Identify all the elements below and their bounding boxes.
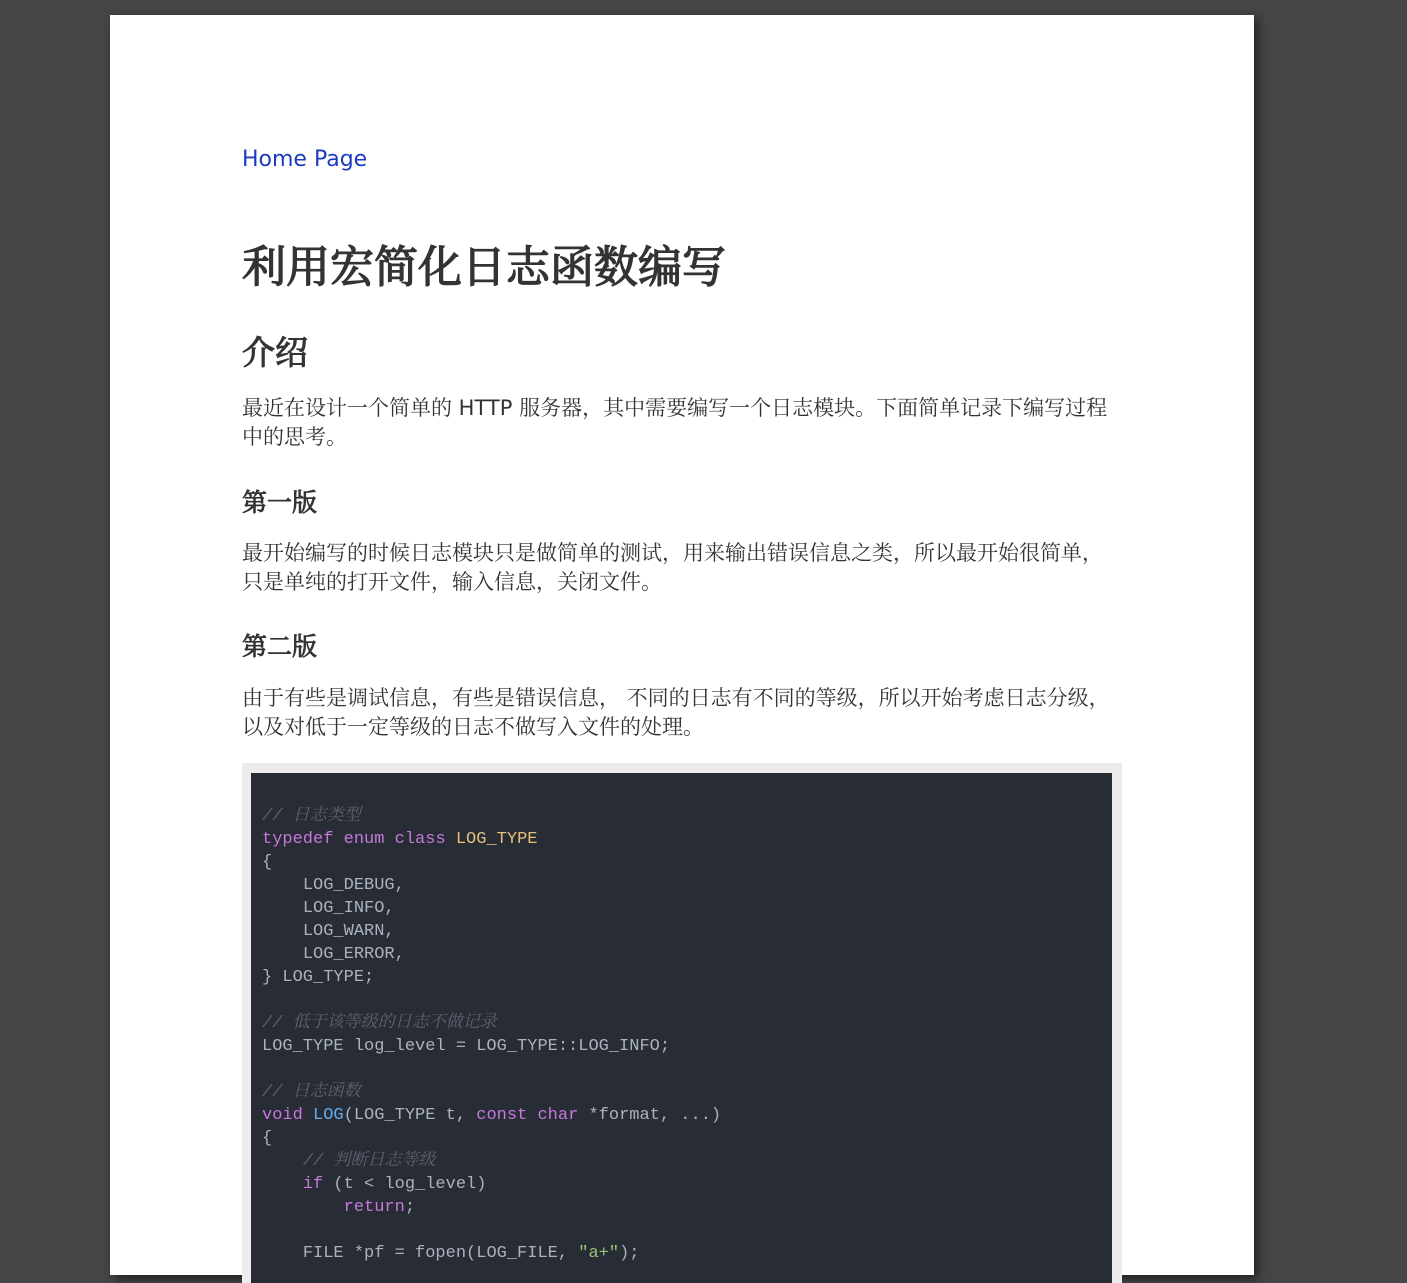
home-page-link[interactable]: Home Page — [242, 147, 368, 172]
code-block[interactable] — [251, 773, 1112, 1283]
code-line: LOG_TYPE log_level = LOG_TYPE::LOG_INFO; — [262, 1037, 671, 1056]
code-punct: { — [262, 1129, 273, 1148]
code-function: LOG — [313, 1106, 344, 1125]
code-enum-item: LOG_WARN, — [302, 922, 395, 941]
code-keyword: if — [302, 1175, 324, 1194]
code-keyword: class — [394, 830, 446, 849]
section-heading-v2: 第二版 — [242, 632, 318, 661]
code-line: FILE *pf = fopen(LOG_FILE, — [302, 1244, 579, 1263]
code-punct: { — [262, 853, 273, 872]
section-heading-v1: 第一版 — [242, 488, 318, 517]
code-type: LOG_TYPE — [455, 830, 538, 849]
code-punct: ); — [619, 1244, 640, 1263]
code-keyword: void — [262, 1106, 303, 1125]
section-heading-intro: 介绍 — [242, 333, 308, 372]
code-block-frame — [242, 763, 1122, 1283]
code-string: "a+" — [578, 1244, 620, 1263]
code-comment: // 判断日志等级 — [302, 1152, 436, 1171]
code-keyword: const — [476, 1106, 528, 1125]
section-para-v1: 最开始编写的时候日志模块只是做简单的测试，用来输出错误信息之类，所以最开始很简单，只是单纯的打开文件，输入信息，关闭文件。 — [242, 541, 1103, 594]
code-enum-item: LOG_DEBUG, — [302, 876, 405, 895]
section-para-v2: 由于有些是调试信息，有些是错误信息， 不同的日志有不同的等级，所以开始考虑日志分级，以及对低于一定等级的日志不做写入文件的处理。 — [242, 686, 1110, 739]
code-comment: // 日志类型 — [262, 807, 361, 826]
code-enum-item: LOG_ERROR, — [302, 945, 405, 964]
code-enum-item: LOG_INFO, — [302, 899, 395, 918]
code-punct: ; — [404, 1198, 416, 1217]
code-condition: (t < log_level) — [323, 1175, 487, 1194]
code-keyword: return — [343, 1198, 405, 1217]
section-para-intro: 最近在设计一个简单的 HTTP 服务器，其中需要编写一个日志模块。下面简单记录下编写过程中的思考。 — [242, 396, 1108, 449]
code-params: *format, ...) — [578, 1106, 722, 1125]
code-params: (LOG_TYPE t, — [343, 1106, 477, 1125]
document-page — [110, 15, 1254, 1275]
code-line: } LOG_TYPE; — [262, 968, 375, 987]
code-keyword: enum — [343, 830, 385, 849]
page-title: 利用宏简化日志函数编写 — [242, 242, 726, 293]
code-keyword: char — [537, 1106, 579, 1125]
code-text — [251, 773, 1112, 1265]
code-keyword: typedef — [262, 830, 334, 849]
code-comment: // 日志函数 — [262, 1083, 361, 1102]
code-comment: // 低于该等级的日志不做记录 — [262, 1014, 497, 1033]
